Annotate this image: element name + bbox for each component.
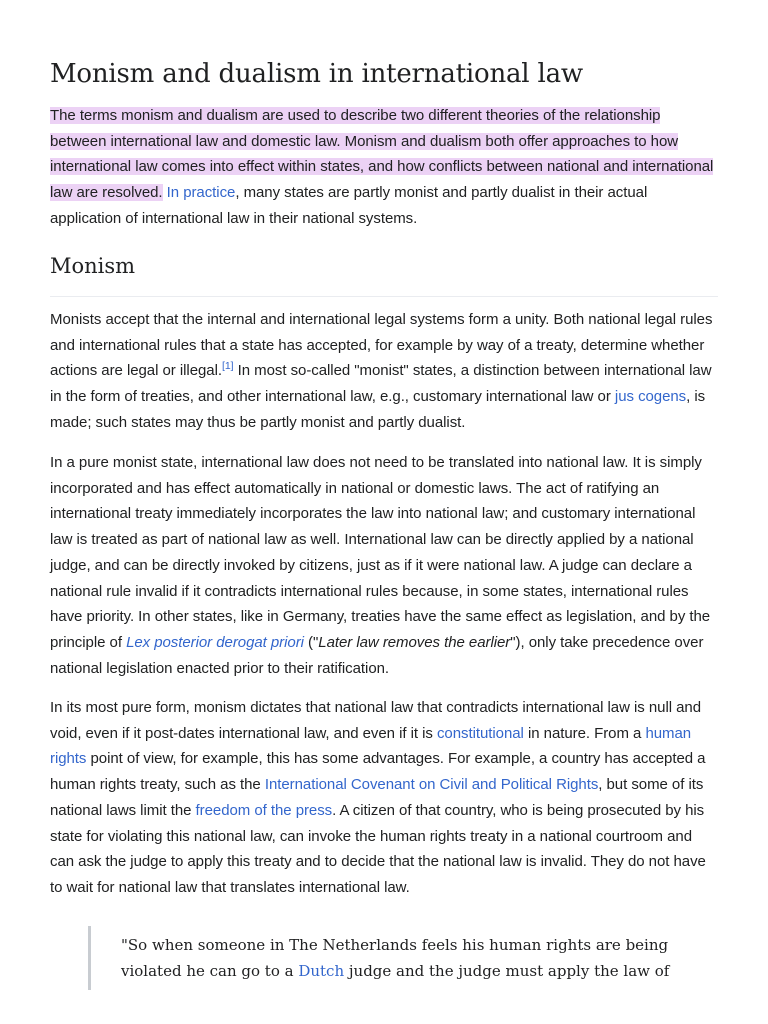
p3-text-a: In its most pure form, monism dictates that national law that contradicts international law is null and void, even if it post-dates international law, and even if it is	[50, 699, 701, 742]
citation-link-1[interactable]: [1]	[221, 360, 234, 373]
p3-text-d: , but some of its national laws limit the	[50, 776, 704, 819]
link-freedom-of-the-press[interactable]: freedom of the press	[195, 801, 333, 819]
section-divider	[50, 296, 718, 297]
link-dutch[interactable]: Dutch	[298, 962, 345, 980]
page-title: Monism and dualism in international law	[50, 59, 583, 89]
quote-text-b: judge and the judge must apply the law of	[344, 962, 670, 980]
section-heading-monism: Monism	[50, 254, 136, 278]
citation-ref-1[interactable]	[222, 360, 234, 372]
monism-paragraph-1	[50, 307, 718, 436]
p3-text-e: . A citizen of that country, who is being prosecuted by his state for violating this national law, can invoke the human rights treaty in a national courtroom and can ask the judge to apply this treaty and to decide that the national law is invalid. They do not have to wait for national law that translates international law.	[50, 801, 706, 896]
p1-text-a: Monists accept that the internal and international legal systems form a unity. Both national legal rules and international rules that a state has accepted, for example by way of a treaty, determine whether actions are legal or illegal.	[50, 311, 713, 380]
link-in-practice[interactable]: In practice	[166, 184, 236, 202]
p3-text-c: point of view, for example, this has some advantages. For example, a country has accepted a human rights treaty, such as the	[50, 750, 706, 794]
p2-text-c: "), only take precedence over national legislation enacted prior to their ratification.	[50, 633, 704, 677]
blockquote-bar	[88, 926, 91, 990]
monism-paragraph-3	[50, 695, 718, 901]
intro-paragraph	[50, 103, 718, 232]
blockquote	[121, 932, 691, 984]
p1-text-b: In most so-called "monist" states, a distinction between international law in the form of treaties, and other international law, e.g., customary international law or	[50, 362, 712, 406]
link-lex-posterior[interactable]	[126, 634, 304, 651]
link-lex-posterior-text: Lex posterior derogat priori	[126, 633, 304, 651]
p3-text-b: in nature. From a	[523, 724, 646, 742]
quote-text-a: "So when someone in The Netherlands feels his human rights are being violated he can go to a	[121, 936, 669, 980]
p2-text-b: ("	[303, 633, 319, 651]
p1-text-c: , is made; such states may thus be partly monist and partly dualist.	[50, 388, 706, 431]
highlighted-text[interactable]: The terms monism and dualism are used to describe two different theories of the relationship between international law and domestic law. Monism and dualism both offer approaches to how international law comes into effect within states, and how conflicts between national and international law are resolved.	[50, 107, 714, 202]
link-iccpr[interactable]: International Covenant on Civil and Political Rights	[264, 776, 599, 794]
italic-later-law: Later law removes the earlier	[318, 633, 511, 651]
p2-text-a: In a pure monist state, international law does not need to be translated into national law. It is simply incorporated and has effect automatically in national or domestic laws. The act of ratifying an international treaty immediately incorporates the law into national law; and customary international law is treated as part of national law as well. International law can be directly applied by a national judge, and can be directly invoked by citizens, just as if it were national law. A judge can declare a national rule invalid if it contradicts international rules because, in some states, international rules have priority. In other states, like in Germany, treaties have the same effect as legislation, and by the principle of	[50, 454, 711, 651]
link-constitutional[interactable]: constitutional	[436, 724, 524, 742]
link-jus-cogens[interactable]: jus cogens	[614, 388, 687, 406]
intro-rest: , many states are partly monist and partly dualist in their actual application of international law in their national systems.	[50, 184, 648, 227]
link-human-rights[interactable]: human rights	[50, 724, 692, 768]
monism-paragraph-2	[50, 450, 718, 681]
